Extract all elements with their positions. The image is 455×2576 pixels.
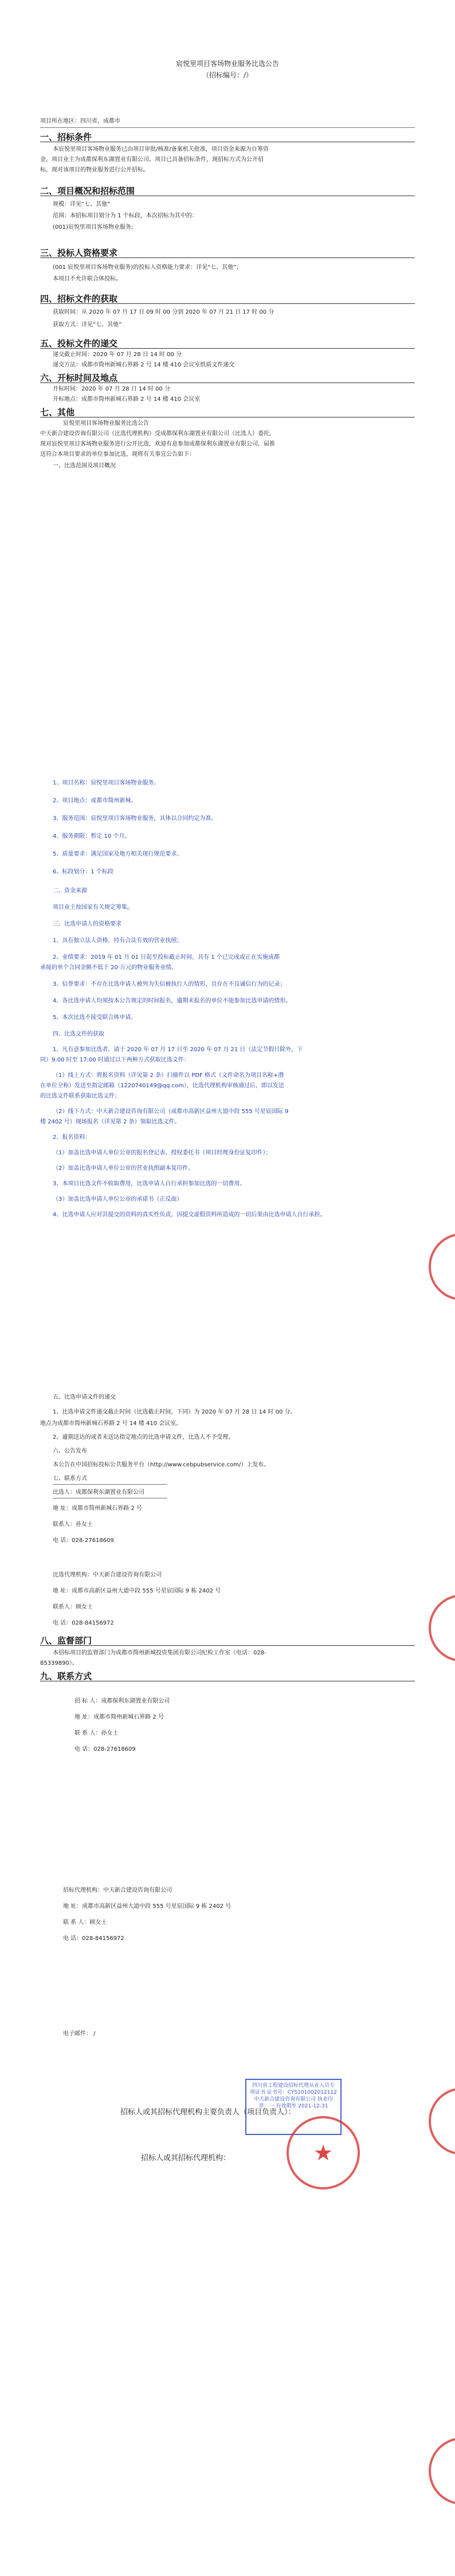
- tender-code: （招标编号：/）: [202, 71, 253, 79]
- contact-phone: 电 话：028-27618609: [53, 1537, 114, 1544]
- agency-row: 电 话：028-84156972: [63, 1935, 124, 1942]
- detail-line: 5、本次比选不接受联合体申请。: [53, 1014, 137, 1021]
- section-2-title: 二、项目概况和招标范围: [40, 186, 135, 196]
- paragraph: 地点为成都市简州新城石界路 2 号 14 楼 410 会议室。: [40, 1420, 182, 1427]
- divider: [40, 348, 415, 349]
- section-3-title: 三、投标人资格要求: [40, 248, 118, 258]
- divider: [40, 303, 415, 304]
- obtain-method: 获取方式：详见“七、其他”: [53, 322, 122, 328]
- page-title: 宸悦里项目客场物业服务比选公告: [175, 60, 279, 68]
- detail-line: 1、凡有意参加比选者，请于 2020 年 07 月 17 日至 2020 年 07 月 21 日（法定节假日除外，下: [53, 1047, 303, 1053]
- detail-line: 4、比选申请人应对其提交的资料的真实性负责，因提交虚假资料所造成的一切后果由比选申请人自行承担。: [53, 1212, 326, 1218]
- paragraph: 2、逾期送达的或者未送达指定地点的比选申请文件，比选人不予受理。: [53, 1434, 234, 1441]
- detail-line: 2、项目地点：成都市简州新城。: [53, 798, 137, 804]
- agency-row: 地 址：成都市高新区益州大道中段 555 号星宸国际 9 栋 2402 号: [63, 1903, 232, 1910]
- paragraph: 标，现对该项目的物业服务进行公开招标。: [40, 167, 149, 173]
- contact-title: 七、联系方式: [53, 1476, 87, 1482]
- detail-line: 5、质量要求：满足国家及地方相关现行规范要求。: [53, 851, 183, 857]
- email-line: 电子邮件： /: [63, 2031, 96, 2037]
- location: 项目所在地区：四川省，成都市: [40, 118, 120, 124]
- company-seal: [287, 2116, 360, 2189]
- submit-method: 递交方法：成都市简州新城石界路 2 号 14 楼 410 会议室纸质文件递交: [53, 362, 235, 368]
- section-5-title: 五、投标文件的递交: [40, 338, 118, 349]
- detail-line: （1）加盖比选申请人单位公章的报名登记表、授权委托书（项目经理身份证复印件）；: [53, 1150, 272, 1156]
- detail-line: 三、比选申请人的资格要求: [53, 921, 121, 927]
- detail-line: （3）加盖比选申请人单位公章的承诺书（正反面）: [53, 1196, 183, 1203]
- divider: [40, 127, 415, 128]
- agency-address: 地 址：成都市高新区益州大道中段 555 号星宸国际 9 栋 2402 号: [53, 1588, 221, 1594]
- qualification-text: (001 宸悦里项目客场物业服务)的投标人资格能力要求：详见“七、其他”；: [53, 264, 242, 271]
- paragraph: 中天新合建设咨询有限公司（比选代理机构）受成都保利东湖置业有限公司（比选人）委托，: [40, 431, 275, 437]
- detail-line: 同）9:00 时至 17:00 时通过以下两种方式获取比选文件：: [40, 1057, 190, 1063]
- contact-person: 联系人：孙女士: [53, 1521, 93, 1528]
- detail-line: （1）线上方式：将报名资料（详见第 2 条）扫描件以 PDF 格式（文件命名为项目名称+潜: [53, 1072, 284, 1079]
- contact-address: 地 址：成都市简州新城石界路 2 号: [53, 1505, 142, 1512]
- detail-line: 1、具有独立法人资格，持有合法有效的营业执照；: [53, 938, 183, 944]
- detail-line: 四、比选文件的获取: [53, 1031, 104, 1037]
- agency-party: 比选代理机构：中天新合建设咨询有限公司: [53, 1572, 162, 1578]
- paragraph: 现对宸悦里项目客场物业服务进行公开比选，欢迎有意参加成都保利东湖置业有限公司，届推: [40, 441, 275, 447]
- contact-row: 招 标 人：成都保利东湖置业有限公司: [74, 1698, 170, 1704]
- detail-line: （2）线下方式：中天新合建设咨询有限公司（成都市高新区益州大道中段 555 号星宸国际 9: [53, 1109, 289, 1115]
- certification-stamp: 四川省工程建设招标代理从业人员专项证书 证书号：CYS101002012112 中天新合建设咨询有限公司 执业印章：一 有效期至 2021-12-31: [245, 2079, 342, 2135]
- detail-line: 在单位全称）发送至指定邮箱（1220740149@qq.com），比选代理机构审核通过后，即以发送: [40, 1083, 284, 1089]
- paragraph: 送符合本项目要求的单位参加比选，现将有关事宜公告如下：: [40, 451, 195, 458]
- doc-submit-title: 五、比选申请文件的递交: [53, 1394, 116, 1400]
- signature-line-2: 招标人或其招标代理机构：: [141, 2154, 231, 2163]
- detail-line: 3、本项目比选文件不收取费用，比选申请人自行承担参加比选的一切费用。: [53, 1181, 246, 1187]
- contact-row: 地 址：成都市简州新城石界路 2 号: [74, 1714, 164, 1720]
- section-7-title: 七、其他: [40, 407, 75, 417]
- submit-deadline: 递交截止时间：2020 年 07 月 28 日 14 时 00 分: [53, 352, 182, 358]
- divider: [40, 257, 415, 258]
- seam-seal: [429, 2437, 455, 2505]
- divider: [40, 1645, 415, 1646]
- paragraph: 1、比选申请文件递交截止时间（比选截止时间，下同）为 2020 年 07 月 28 日 14 时 00 分。: [53, 1409, 296, 1415]
- joint-venture-text: 本项目不允许联合体投标。: [53, 276, 121, 282]
- agency-phone: 电 话：028-84156972: [53, 1620, 114, 1626]
- paragraph: 85339890）。: [40, 1660, 78, 1666]
- star-icon: ★: [313, 2140, 334, 2165]
- paragraph: 本宸悦里项目客场物业服务已由项目审批/核准/备案机关批准，项目资金来源为自筹资: [53, 146, 269, 153]
- agency-row: 联 系 人：顾女士: [63, 1919, 107, 1926]
- paragraph: 本招标项目的监督部门为成都市简州新城投资集团有限公司纪检工作室（电话：028-: [53, 1650, 266, 1656]
- contact-row: 联 系 人：孙女士: [74, 1730, 119, 1736]
- detail-line: 3、服务范围：宸悦里项目客场物业服务，具体以合同约定为准。: [53, 815, 217, 822]
- publish-title: 六、公告发布: [53, 1448, 87, 1454]
- detail-line: 2、业绩要求：2019 年 01 月 01 日起至投标截止时间，具有 1 个已完成或正在实施成都: [53, 954, 280, 961]
- section-8-title: 八、监督部门: [40, 1636, 92, 1646]
- detail-line: 1、项目名称：宸悦里项目客场物业服务。: [53, 780, 160, 786]
- detail-line: 项目业主按国家有关规定筹集。: [53, 904, 133, 911]
- scope-text: 范围：本招标项目划分为 1 个标段，本次招标为其中的：: [53, 213, 198, 219]
- detail-line: （2）加盖比选申请人单位公章的营业执照副本复印件。: [53, 1165, 194, 1172]
- paragraph: 金，项目业主为成都保利东湖置业有限公司。项目已具备招标条件，现招标方式为公开招: [40, 157, 264, 163]
- detail-line: 4、服务期限：暂定 10 个月。: [53, 833, 131, 840]
- publish-text: 本公告在中国招标投标公共服务平台（http://www.cebpubservice.com/）上发布。: [53, 1462, 270, 1468]
- section-9-title: 九、联系方式: [40, 1671, 92, 1681]
- divider: [53, 1484, 167, 1485]
- detail-line: 楼 2402 号）现场报名（详见第 2 条）领取比选文件。: [40, 1119, 181, 1125]
- detail-line: 6、标段划分：1 个标段: [53, 869, 113, 875]
- detail-line: 二、资金来源: [53, 888, 87, 894]
- detail-line: 3、信誉要求：不存在比选申请人被列为失信被执行人的情形，且存在不良诚信行为的记录；: [53, 981, 286, 988]
- detail-line: 承接的单个合同金额不低于 20 万元的物业服务业绩。: [40, 965, 178, 971]
- notice-subtitle: 宸悦里项目客场物业服务比选公告: [63, 420, 149, 427]
- scale-text: 规模：详见“七、其他”: [53, 201, 111, 208]
- lot-text: (001)宸悦里项目客场物业服务;: [53, 224, 134, 231]
- section-4-title: 四、招标文件的获取: [40, 294, 118, 304]
- opening-time: 开标时间：2020 年 07 月 28 日 14 时 00 分: [53, 386, 170, 392]
- seam-seal: [429, 1594, 455, 1662]
- paragraph: 一、比选范围及项目概况: [53, 463, 116, 469]
- agency-row: 招标代理机构：中天新合建设咨询有限公司: [63, 1887, 172, 1894]
- opening-place: 开标地点：成都市简州新城石界路 2 号 14 楼 410 会议室: [53, 396, 201, 403]
- contact-row: 电 话：028-27618609: [74, 1746, 136, 1753]
- seam-seal: [429, 1233, 455, 1301]
- detail-line: 的比选文件联系获取比选文件；: [40, 1093, 120, 1099]
- obtain-time: 获取时间：从 2020 年 07 月 17 日 09 时 00 分到 2020 年 07 月 21 日 17 时 00 分: [53, 309, 274, 315]
- signature-line-1: 招标人或其招标代理机构主要负责人（项目负责人）：: [120, 2108, 296, 2117]
- section-1-title: 一、招标条件: [40, 132, 92, 142]
- detail-line: 2、报名资料：: [53, 1134, 91, 1141]
- detail-line: 4、各比选申请人均须按本公告规定的时间报名，逾期未报名的单位不能参加比选申请的情形。: [53, 998, 292, 1004]
- contact-party: 比选人：成都保利东湖置业有限公司: [53, 1489, 144, 1496]
- section-6-title: 六、开标时间及地点: [40, 373, 118, 383]
- seam-seal: [429, 2087, 455, 2155]
- agency-person: 联系人：顾女士: [53, 1604, 93, 1610]
